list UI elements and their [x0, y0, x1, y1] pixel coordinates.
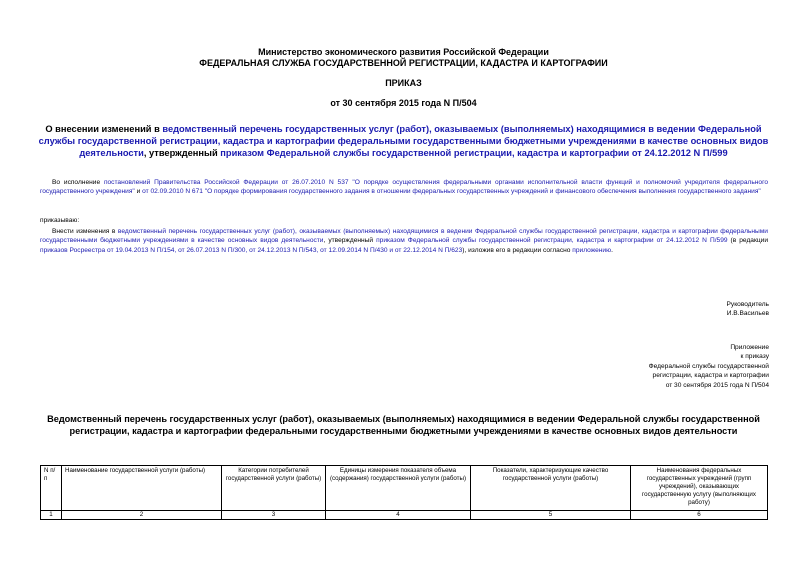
signer-title: Руководитель — [726, 301, 769, 308]
order-text-1: Внести изменения в — [52, 228, 118, 235]
table-header-cell: Наименование государственной услуги (работы) — [62, 466, 222, 511]
appendix-line: к приказу — [740, 353, 769, 361]
document-date-number: от 30 сентября 2015 года N П/504 — [330, 98, 477, 108]
document-subject — [30, 123, 777, 159]
appendix-line: Федеральной службы государственной — [648, 362, 769, 370]
table-header-cell: Наименования федеральных государственных учреждений (групп учреждений), оказывающих государственную услугу (выполняющих работу) — [631, 466, 768, 511]
preamble-prefix: Во исполнение — [52, 179, 104, 186]
service-name: ФЕДЕРАЛЬНАЯ СЛУЖБА ГОСУДАРСТВЕННОЙ РЕГИСТРАЦИИ, КАДАСТРА И КАРТОГРАФИИ — [199, 58, 608, 68]
table-number-cell: 3 — [222, 511, 326, 520]
order-word: приказываю: — [40, 217, 80, 224]
order-paragraph — [40, 227, 768, 255]
table-number-cell: 1 — [41, 511, 62, 520]
subject-text-1: О внесении изменений в — [45, 124, 163, 134]
appendix-line: Приложение — [730, 344, 769, 351]
appendix-block — [649, 343, 769, 390]
order-link-amendments[interactable]: приказов Росреестра от 19.04.2013 N П/154, от 26.07.2013 N П/300, от 24.12.2013 N П/543, от 12.09.2014 N П/430 и от 22.12.2014 N П/623 — [40, 246, 463, 254]
signer-name: И.В.Васильев — [726, 310, 769, 318]
table-number-cell: 5 — [471, 511, 631, 520]
preamble-link-537[interactable]: постановлений Правительства Российской Федерации от 26.07.2010 N 537 "О порядке осуществления федеральными органами исполнительной власти функций и полномочий учредителя федерального государственного учреждения" — [40, 179, 768, 196]
order-text-5: . — [611, 246, 613, 254]
table-header-cell: Показатели, характеризующие качество государственной услуги (работы) — [471, 466, 631, 511]
services-table — [40, 465, 768, 520]
order-link-list[interactable]: ведомственный перечень государственных услуг (работ), оказываемых (выполняемых) находящимися в ведении Федеральной службы государственной регистрации, кадастра и картографии федеральными государственными бюджетными учреждениями в качестве основных видов деятельности — [40, 228, 768, 245]
order-link-appendix[interactable]: приложению — [572, 246, 612, 254]
table-number-cell: 6 — [631, 511, 768, 520]
order-text-4: ), изложив его в редакции согласно — [462, 246, 573, 254]
appendix-line: регистрации, кадастра и картографии — [652, 372, 769, 380]
table-header-cell: Категории потребителей государственной услуги (работы) — [222, 466, 326, 511]
order-link-599[interactable]: приказом Федеральной службы государственной регистрации, кадастра и картографии от 24.12.2012 N П/599 — [376, 237, 728, 245]
table-number-cell: 4 — [326, 511, 471, 520]
table-header-cell: N п/п — [41, 466, 62, 511]
subject-link-list[interactable]: ведомственный перечень государственных услуг (работ), оказываемых (выполняемых) находящимися в ведении Федеральной службы государственной регистрации, кадастра и картографии федеральными государственными бюджетными учреждениями в качестве основных видов деятельности — [38, 124, 769, 158]
document-header — [0, 47, 807, 69]
subject-link-order[interactable]: приказом Федеральной службы государственной регистрации, кадастра и картографии от 24.12.2012 N П/599 — [220, 148, 728, 158]
table-number-row — [41, 511, 768, 520]
document-type: ПРИКАЗ — [385, 78, 422, 88]
order-text-3: (в редакции — [727, 237, 768, 245]
preamble-paragraph — [40, 178, 768, 197]
signature-block — [727, 300, 769, 319]
appendix-line: от 30 сентября 2015 года N П/504 — [665, 381, 769, 389]
table-number-cell: 2 — [62, 511, 222, 520]
subject-text-2: , утвержденный — [143, 148, 221, 158]
table-header-row — [41, 466, 768, 511]
preamble-middle: и — [134, 188, 143, 196]
order-text-2: , утвержденный — [323, 237, 377, 245]
table-header-cell: Единицы измерения показателя объема (содержания) государственной услуги (работы) — [326, 466, 471, 511]
preamble-link-671[interactable]: от 02.09.2010 N 671 "О порядке формирования государственного задания в отношении федеральных государственных учреждений и финансового обеспечения выполнения государственного задания" — [142, 188, 761, 196]
ministry-name: Министерство экономического развития Российской Федерации — [258, 47, 549, 57]
list-title: Ведомственный перечень государственных услуг (работ), оказываемых (выполняемых) находящимися в ведении Федеральной службы государственной регистрации, кадастра и картографии федеральными государственными бюджетными учреждениями в качестве основных видов деятельности — [47, 414, 760, 436]
